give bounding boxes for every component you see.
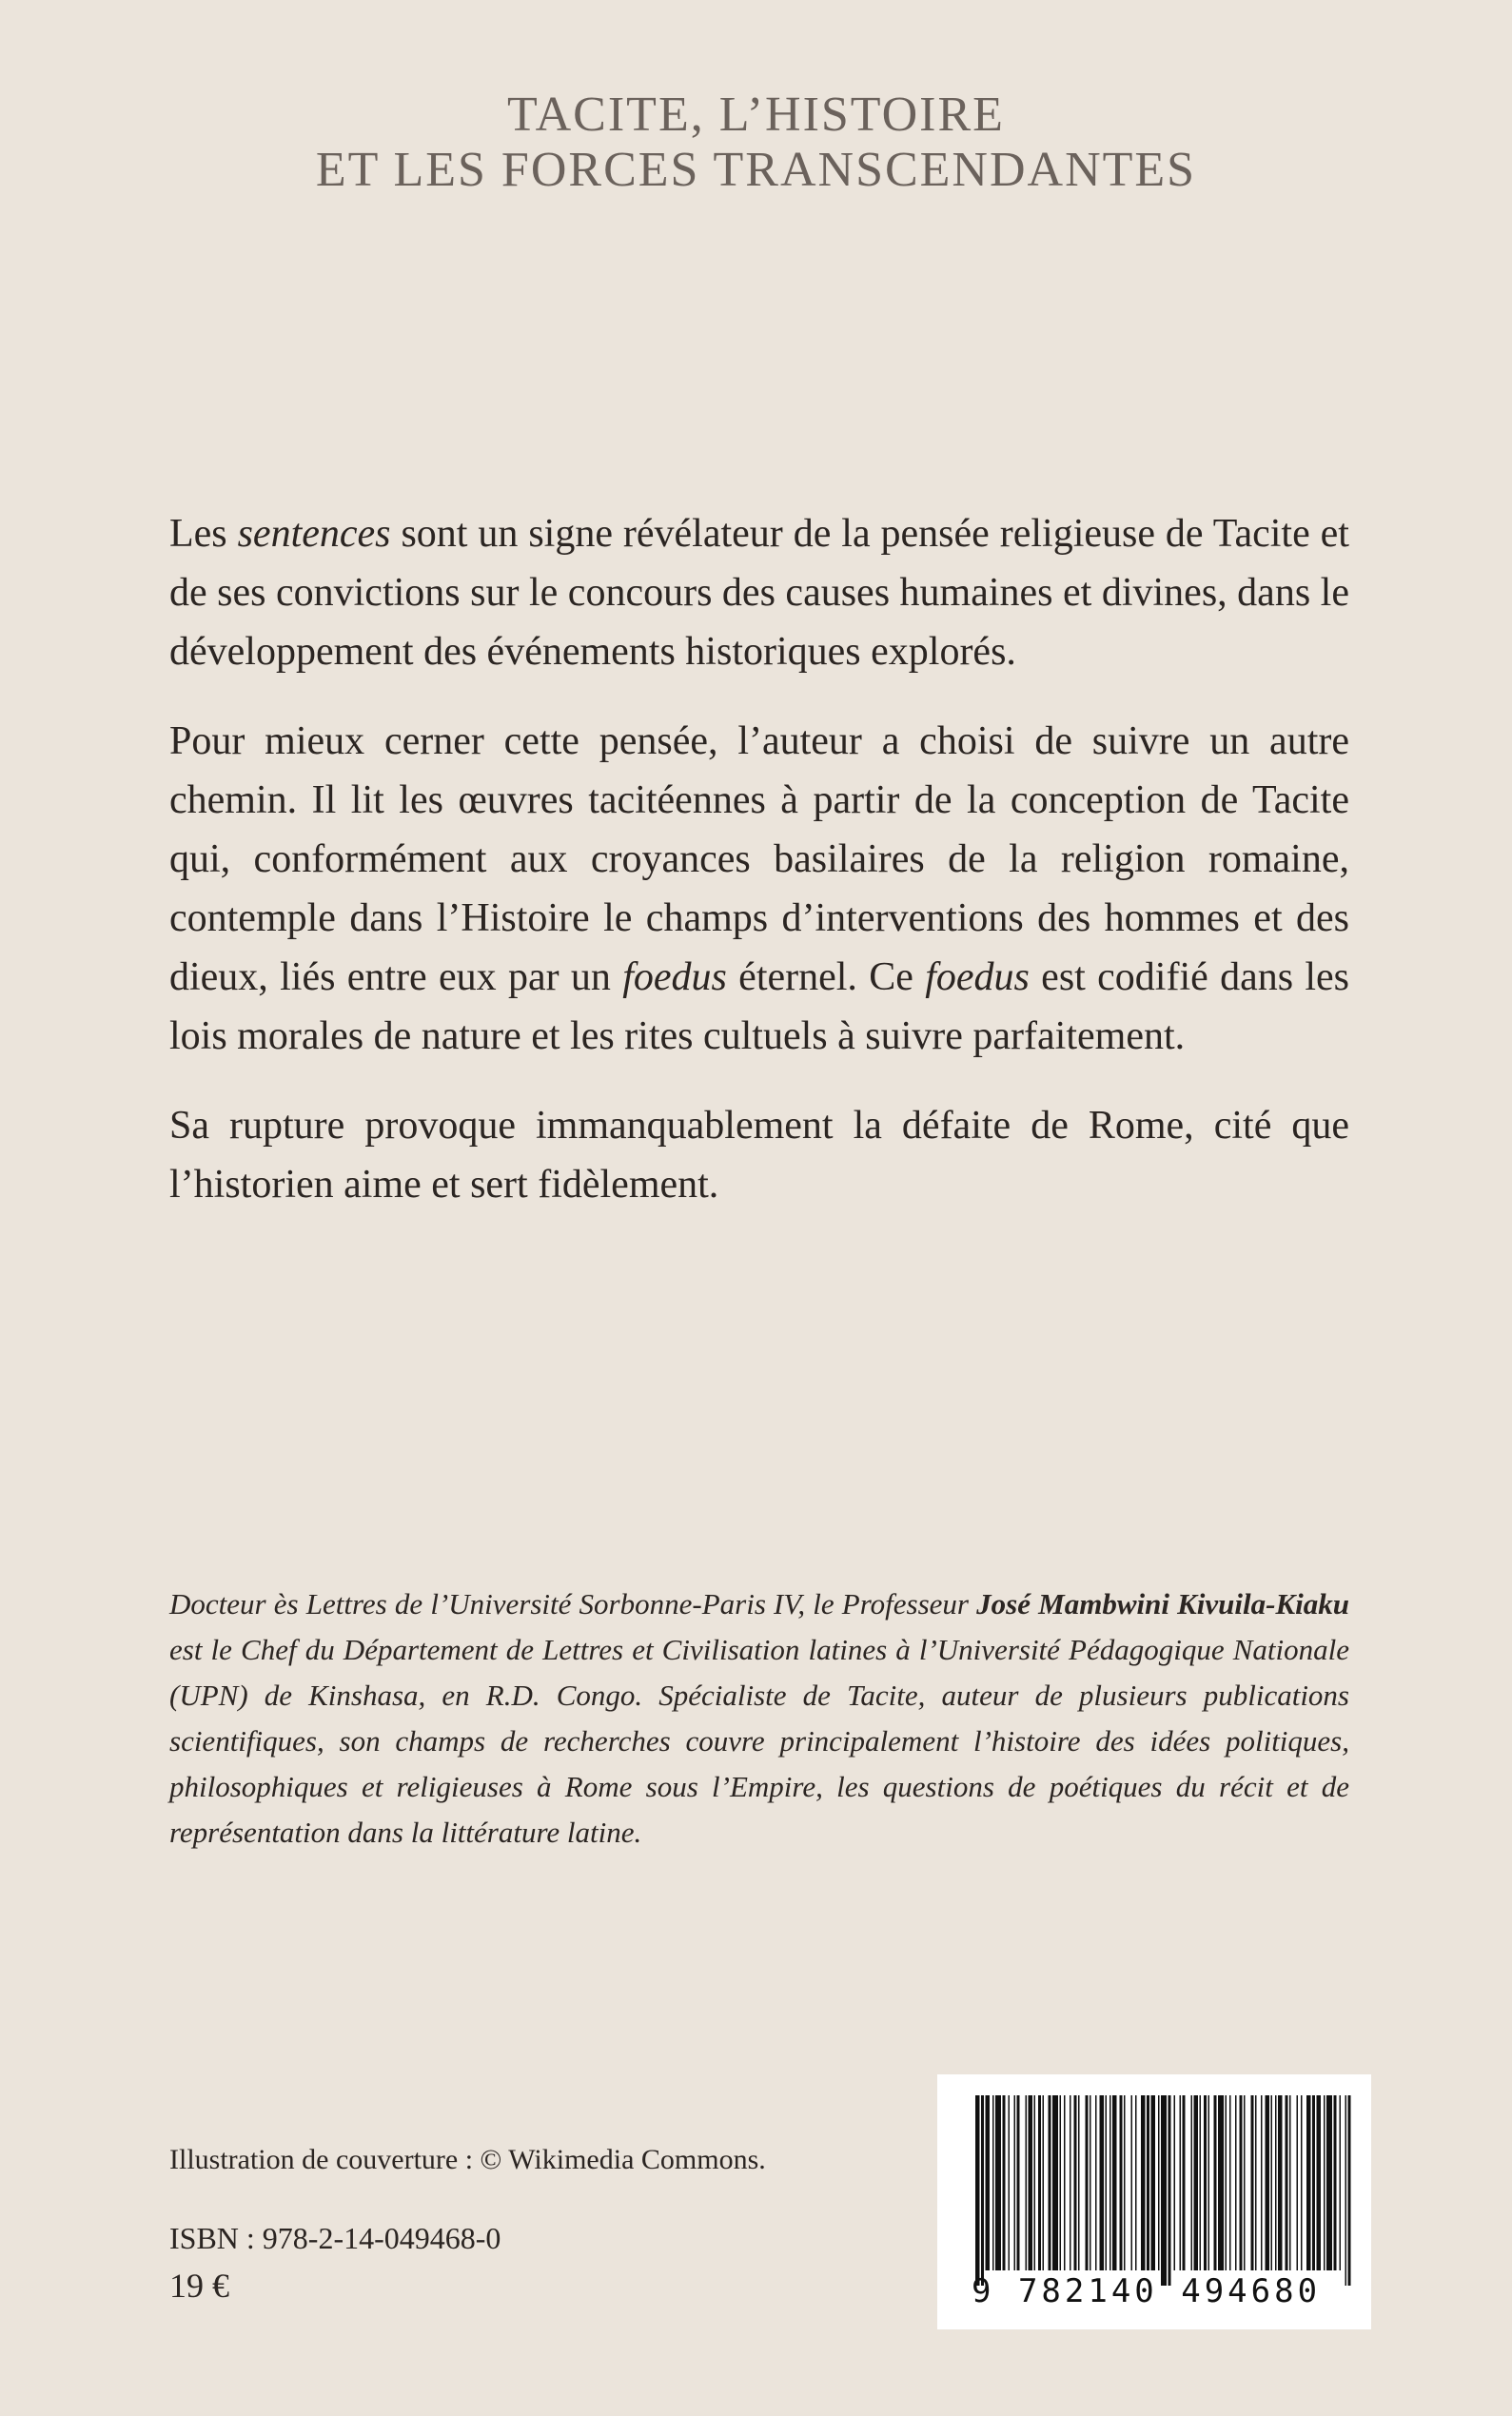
- barcode-bar: [1312, 2095, 1315, 2270]
- barcode-bar: [1147, 2095, 1149, 2270]
- barcode-bar: [1109, 2095, 1111, 2270]
- barcode-bar: [1326, 2095, 1332, 2270]
- barcode-bar: [1009, 2095, 1011, 2270]
- emphasis-foedus-1: foedus: [622, 955, 727, 999]
- barcode-bar: [1003, 2095, 1006, 2270]
- blurb-paragraph-1: Les sentences sont un signe révélateur de la pensée religieuse de Tacite et de ses convictions sur le concours des causes humaines et divines, dans le développement des événements historiques explorés.: [169, 512, 1349, 674]
- barcode-bar: [1180, 2095, 1182, 2270]
- barcode-bar: [1278, 2095, 1283, 2270]
- emphasis-foedus-2: foedus: [925, 955, 1030, 999]
- barcode-bar: [1131, 2095, 1133, 2270]
- barcode-bar: [1226, 2095, 1227, 2270]
- barcode-bar: [1161, 2095, 1167, 2286]
- barcode-bar: [1168, 2095, 1171, 2286]
- barcode-bar: [1348, 2095, 1351, 2286]
- barcode-bar: [1324, 2095, 1325, 2270]
- barcode-bar: [1060, 2095, 1062, 2270]
- barcode-bar: [1064, 2095, 1066, 2270]
- blurb-paragraph-3: Sa rupture provoque immanquablement la défaite de Rome, cité que l’historien aime et sert fidèlement.: [169, 1104, 1349, 1207]
- barcode-bar: [1052, 2095, 1058, 2270]
- author-bio: Docteur ès Lettres de l’Université Sorbonne-Paris IV, le Professeur José Mambwini Kivuila-Kiaku est le Chef du Département de Lettres et Civilisation latines à l’Université Pédagogique Nationale (UPN) de Kinshasa, en R.D. Congo. Spécialiste de Tacite, auteur de plusieurs publications scientifiques, son champs de recherches couvre principalement l’histoire des idées politiques, philosophiques et religieuses à Rome sous l’Empire, les questions de poétiques du récit et de représentation dans la littérature latine.: [169, 1587, 1349, 1849]
- barcode: [937, 2074, 1371, 2329]
- emphasis-sentences: sentences: [237, 512, 391, 556]
- barcode-bar: [1014, 2095, 1016, 2270]
- barcode-bar: [1191, 2095, 1193, 2270]
- barcode-bar: [1204, 2095, 1207, 2270]
- barcode-bar: [1340, 2095, 1342, 2270]
- barcode-bar: [1095, 2095, 1097, 2270]
- barcode-bar: [1183, 2095, 1186, 2270]
- barcode-bar: [975, 2095, 980, 2286]
- barcode-bar: [1026, 2095, 1028, 2270]
- barcode-bar: [981, 2095, 984, 2286]
- barcode-bar: [1200, 2095, 1202, 2270]
- barcode-bar: [1266, 2095, 1270, 2270]
- barcode-bar: [1029, 2095, 1033, 2270]
- barcode-bar: [992, 2095, 994, 2270]
- barcode-bar: [1174, 2095, 1176, 2270]
- barcode-bar: [1090, 2095, 1091, 2270]
- book-title-line-1: TACITE, L’HISTOIRE: [507, 88, 1005, 142]
- barcode-bar: [1112, 2095, 1117, 2270]
- barcode-bar: [1070, 2095, 1071, 2270]
- barcode-bar: [1017, 2095, 1020, 2270]
- barcode-bar: [1135, 2095, 1137, 2270]
- blurb-paragraph-2: Pour mieux cerner cette pensée, l’auteur a choisi de suivre un autre chemin. Il lit les œuvres tacitéennes à partir de la conception de Tacite qui, conformément aux croyances basilaires de la religion romaine, contemple dans l’Histoire le champs d’interventions des hommes et des dieux, liés entre eux par un foedus éternel. Ce foedus est codifié dans les lois morales de nature et les rites cultuels à suivre parfaitement.: [169, 719, 1350, 1058]
- barcode-digits: 9 782140 494680: [972, 2272, 1322, 2310]
- barcode-bar: [1100, 2095, 1105, 2270]
- barcode-bar: [1251, 2095, 1254, 2270]
- barcode-bar: [1038, 2095, 1041, 2270]
- barcode-bar: [1141, 2095, 1146, 2270]
- barcode-bar: [1208, 2095, 1210, 2270]
- barcode-bar: [1275, 2095, 1277, 2270]
- barcode-bar: [1306, 2095, 1311, 2270]
- barcode-bar: [1158, 2095, 1160, 2270]
- barcode-bar: [1235, 2095, 1237, 2270]
- book-title-line-2: ET LES FORCES TRANSCENDANTES: [315, 143, 1197, 197]
- barcode-bar: [1049, 2095, 1051, 2270]
- barcode-bar: [1297, 2095, 1299, 2270]
- barcode-bar: [1229, 2095, 1231, 2270]
- cover-illustration-credit: Illustration de couverture : © Wikimedia Commons.: [169, 2144, 766, 2175]
- barcode-bar: [1218, 2095, 1224, 2270]
- barcode-bar: [1151, 2095, 1156, 2270]
- barcode-bar: [1034, 2095, 1036, 2270]
- barcode-bar: [995, 2095, 1001, 2270]
- barcode-bar: [1043, 2095, 1045, 2270]
- barcode-bar: [1345, 2095, 1347, 2286]
- book-title: [0, 88, 1512, 198]
- barcode-bar: [1271, 2095, 1273, 2270]
- barcode-bar: [1120, 2095, 1123, 2270]
- back-cover-blurb: [169, 504, 1349, 1245]
- barcode-bar: [1214, 2095, 1217, 2270]
- barcode-bar: [1317, 2095, 1322, 2270]
- barcode-bar: [1240, 2095, 1243, 2270]
- barcode-bar: [1289, 2095, 1291, 2270]
- barcode-bar: [1286, 2095, 1288, 2270]
- barcode-bar: [1194, 2095, 1199, 2270]
- isbn: ISBN : 978-2-14-049468-0: [169, 2221, 501, 2255]
- barcode-bar: [1106, 2095, 1108, 2270]
- barcode-bar: [1074, 2095, 1077, 2270]
- barcode-bar: [1261, 2095, 1263, 2270]
- price: 19 €: [169, 2267, 229, 2305]
- barcode-bar: [1078, 2095, 1080, 2270]
- author-name: José Mambwini Kivuila-Kiaku: [976, 1587, 1349, 1620]
- barcode-bar: [1255, 2095, 1257, 2270]
- barcode-bar: [1334, 2095, 1337, 2270]
- barcode-bar: [1244, 2095, 1246, 2270]
- barcode-bar: [1086, 2095, 1089, 2270]
- barcode-bar: [1124, 2095, 1126, 2270]
- barcode-bar: [1301, 2095, 1303, 2270]
- barcode-bar: [986, 2095, 991, 2270]
